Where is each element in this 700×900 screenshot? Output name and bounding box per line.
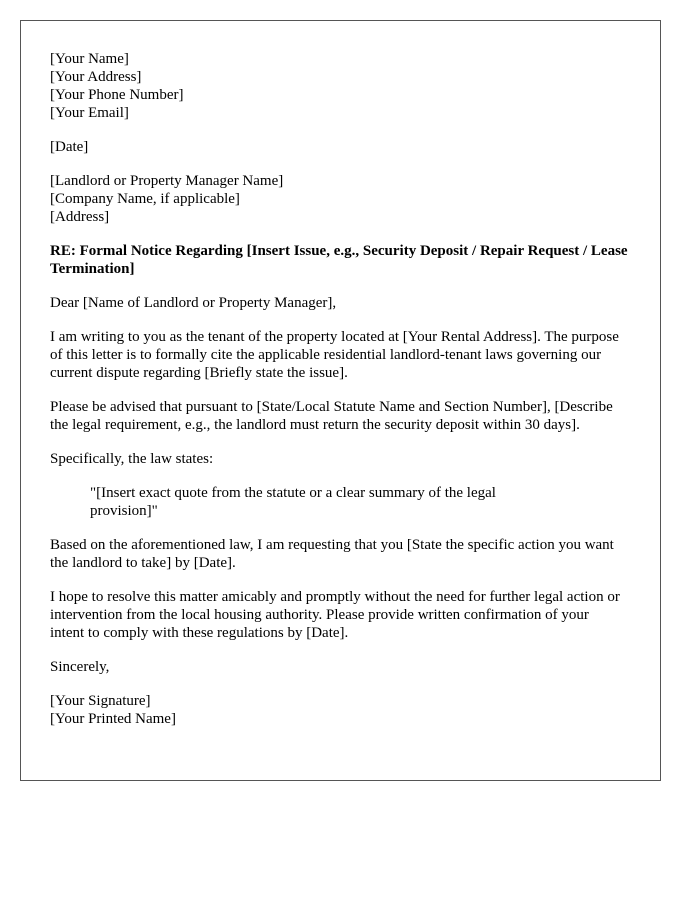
- body-paragraph-law-states: Specifically, the law states:: [50, 451, 214, 467]
- signature-block: [50, 692, 632, 728]
- body-paragraph-statute: Please be advised that pursuant to [State/Local Statute Name and Section Number], [Describe the legal requirement, e.g., the landlord must return the security deposit within 30 days].: [50, 399, 613, 433]
- sender-address: [Your Address]: [50, 69, 142, 85]
- letter-date: [Date]: [50, 139, 89, 155]
- letter-page: [20, 20, 661, 781]
- recipient-block: [50, 172, 632, 226]
- recipient-address: [Address]: [50, 209, 110, 225]
- subject-line: RE: Formal Notice Regarding [Insert Issue, e.g., Security Deposit / Repair Request / Lease Termination]: [50, 243, 628, 277]
- body-paragraph-intro: I am writing to you as the tenant of the property located at [Your Rental Address]. The purpose of this letter is to formally cite the applicable residential landlord-tenant laws governing our current dispute regarding [Briefly state the issue].: [50, 329, 619, 381]
- body-paragraph-resolve: I hope to resolve this matter amicably and promptly without the need for further legal action or intervention from the local housing authority. Please provide written confirmation of your intent to comply with these regulations by [Date].: [50, 589, 620, 641]
- signature-line: [Your Signature]: [50, 693, 151, 709]
- sender-block: [50, 50, 632, 122]
- closing: Sincerely,: [50, 659, 110, 675]
- salutation: Dear [Name of Landlord or Property Manager],: [50, 295, 337, 311]
- date-block: [50, 138, 632, 156]
- sender-phone: [Your Phone Number]: [50, 87, 184, 103]
- recipient-company: [Company Name, if applicable]: [50, 191, 240, 207]
- recipient-name: [Landlord or Property Manager Name]: [50, 173, 284, 189]
- printed-name: [Your Printed Name]: [50, 711, 176, 727]
- sender-name: [Your Name]: [50, 51, 129, 67]
- statute-quote: "[Insert exact quote from the statute or a clear summary of the legal provision]": [90, 485, 496, 519]
- sender-email: [Your Email]: [50, 105, 129, 121]
- body-paragraph-request: Based on the aforementioned law, I am requesting that you [State the specific action you want the landlord to take] by [Date].: [50, 537, 614, 571]
